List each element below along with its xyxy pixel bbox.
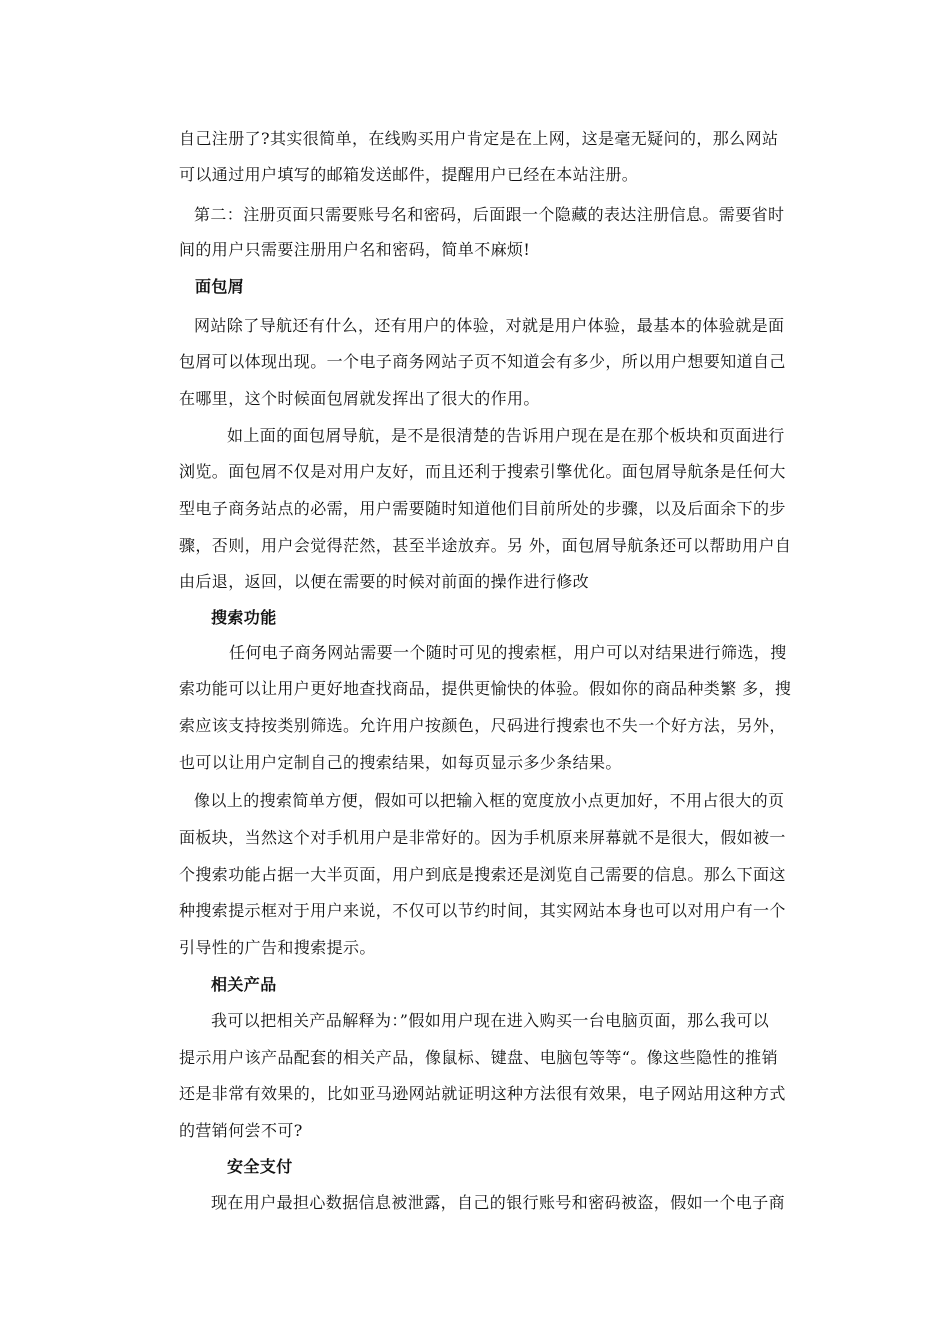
text-line: 骤，否则，用户会觉得茫然，甚至半途放弃。另 外，面包屑导航条还可以帮助用户自 bbox=[179, 536, 792, 555]
text-line: 包屑可以体现出现。一个电子商务网站子页不知道会有多少，所以用户想要知道自己 bbox=[179, 352, 786, 371]
text-line: 网站除了导航还有什么，还有用户的体验，对就是用户体验，最基本的体验就是面 bbox=[194, 316, 785, 335]
text-line: 也可以让用户定制自己的搜索结果，如每页显示多少条结果。 bbox=[179, 753, 622, 772]
text-line: 第二：注册页面只需要账号名和密码，后面跟一个隐藏的表达注册信息。需要省时 bbox=[194, 205, 785, 224]
text-line: 可以通过用户填写的邮箱发送邮件，提醒用户已经在本站注册。 bbox=[179, 165, 639, 184]
section-heading-breadcrumb: 面包屑 bbox=[195, 277, 245, 296]
text-line: 由后退，返回，以便在需要的时候对前面的操作进行修改 bbox=[179, 572, 590, 591]
text-line: 索应该支持按类别筛选。允许用户按颜色，尺码进行搜索也不失一个好方法，另外， bbox=[179, 716, 786, 735]
text-line: 提示用户该产品配套的相关产品，像鼠标、键盘、电脑包等等“。像这些隐性的推销 bbox=[179, 1048, 778, 1067]
text-line: 任何电子商务网站需要一个随时可见的搜索框，用户可以对结果进行筛选，搜 bbox=[229, 643, 787, 662]
text-line: 种搜索提示框对于用户来说，不仅可以节约时间，其实网站本身也可以对用户有一个 bbox=[179, 901, 786, 920]
text-line: 索功能可以让用户更好地查找商品，提供更愉快的体验。假如你的商品种类繁 多，搜 bbox=[179, 679, 792, 698]
text-line: 自己注册了?其实很简单，在线购买用户肯定是在上网，这是毫无疑问的，那么网站 bbox=[179, 129, 779, 148]
section-heading-search: 搜索功能 bbox=[211, 608, 277, 627]
text-line: 还是非常有效果的，比如亚马逊网站就证明这种方法很有效果，电子网站用这种方式 bbox=[179, 1084, 786, 1103]
text-line: 面板块，当然这个对手机用户是非常好的。因为手机原来屏幕就不是很大，假如被一 bbox=[179, 828, 786, 847]
text-line: 现在用户最担心数据信息被泄露，自己的银行账号和密码被盗，假如一个电子商 bbox=[211, 1193, 786, 1212]
text-line: 的营销何尝不可? bbox=[179, 1121, 303, 1140]
text-line: 我可以把相关产品解释为：”假如用户现在进入购买一台电脑页面，那么我可以 bbox=[211, 1011, 770, 1030]
section-heading-secure-payment: 安全支付 bbox=[227, 1157, 293, 1176]
text-line: 像以上的搜索简单方便，假如可以把输入框的宽度放小点更加好，不用占很大的页 bbox=[194, 791, 785, 810]
text-line: 如上面的面包屑导航，是不是很清楚的告诉用户现在是在那个板块和页面进行 bbox=[227, 426, 785, 445]
text-line: 型电子商务站点的必需，用户需要随时知道他们目前所处的步骤，以及后面余下的步 bbox=[179, 499, 786, 518]
text-line: 引导性的广告和搜索提示。 bbox=[179, 938, 376, 957]
text-line: 个搜索功能占据一大半页面，用户到底是搜索还是浏览自己需要的信息。那么下面这 bbox=[179, 865, 786, 884]
section-heading-related-products: 相关产品 bbox=[211, 975, 277, 994]
text-line: 浏览。面包屑不仅是对用户友好，而且还利于搜索引擎优化。面包屑导航条是任何大 bbox=[179, 462, 786, 481]
text-line: 在哪里，这个时候面包屑就发挥出了很大的作用。 bbox=[179, 389, 540, 408]
text-line: 间的用户只需要注册用户名和密码，简单不麻烦! bbox=[179, 240, 531, 259]
